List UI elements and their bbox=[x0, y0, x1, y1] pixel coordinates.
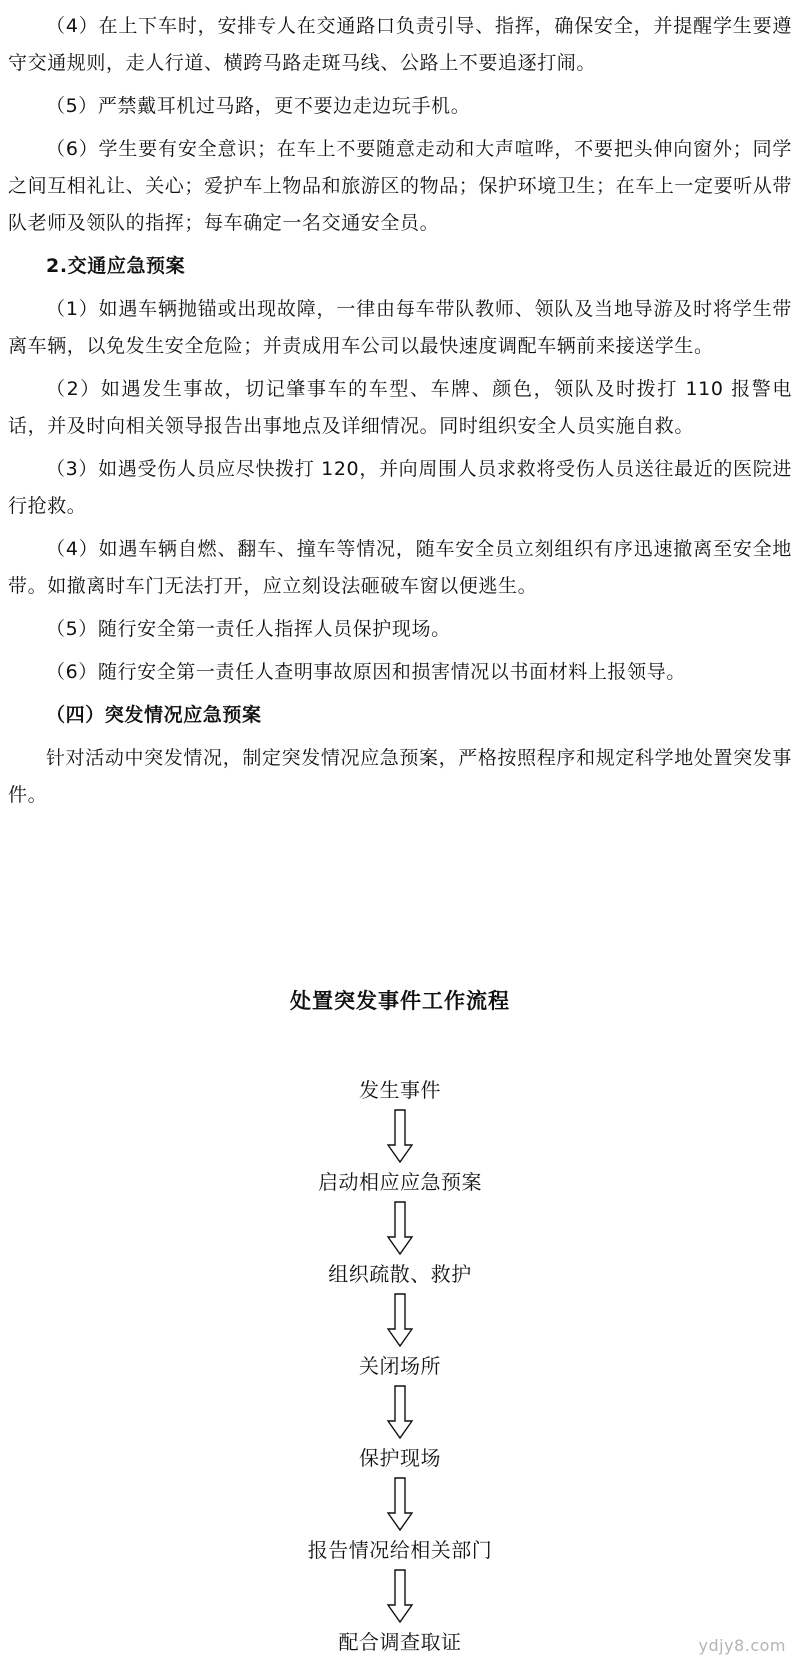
flow-step-activate-plan: 启动相应应急预案 bbox=[318, 1170, 482, 1194]
down-arrow-icon bbox=[387, 1477, 413, 1531]
body-text bbox=[8, 8, 792, 820]
flow-step-occur: 发生事件 bbox=[359, 1078, 441, 1102]
flowchart-title: 处置突发事件工作流程 bbox=[290, 989, 510, 1013]
paragraph-no-earphones: （5）严禁戴耳机过马路，更不要边走边玩手机。 bbox=[46, 95, 471, 117]
down-arrow-icon bbox=[387, 1293, 413, 1347]
flow-step-close-venue: 关闭场所 bbox=[359, 1354, 441, 1378]
paragraph-boarding-safety: （4）在上下车时，安排专人在交通路口负责引导、指挥，确保安全，并提醒学生要遵守交通规则，走人行道、横跨马路走斑马线、公路上不要追逐打闹。 bbox=[8, 15, 792, 74]
heading-emergency-plan: （四）突发情况应急预案 bbox=[46, 704, 262, 726]
flow-step-investigate: 配合调查取证 bbox=[338, 1630, 462, 1654]
flowchart bbox=[0, 1075, 800, 1657]
down-arrow-icon bbox=[387, 1385, 413, 1439]
flow-step-report: 报告情况给相关部门 bbox=[307, 1538, 493, 1562]
paragraph-emergency-intro: 针对活动中突发情况，制定突发情况应急预案，严格按照程序和规定科学地处置突发事件。 bbox=[8, 747, 792, 806]
traffic-item-1: （1）如遇车辆抛锚或出现故障，一律由每车带队教师、领队及当地导游及时将学生带离车辆，以免发生安全危险；并责成用车公司以最快速度调配车辆前来接送学生。 bbox=[8, 298, 792, 357]
flow-step-protect-scene: 保护现场 bbox=[359, 1446, 441, 1470]
traffic-item-5: （5）随行安全第一责任人指挥人员保护现场。 bbox=[46, 618, 451, 640]
watermark: ydjy8.com bbox=[698, 1636, 786, 1655]
traffic-item-2: （2）如遇发生事故，切记肇事车的车型、车牌、颜色，领队及时拨打 110 报警电话，并及时向相关领导报告出事地点及详细情况。同时组织安全人员实施自救。 bbox=[8, 378, 792, 437]
down-arrow-icon bbox=[387, 1109, 413, 1163]
down-arrow-icon bbox=[387, 1569, 413, 1623]
traffic-item-6: （6）随行安全第一责任人查明事故原因和损害情况以书面材料上报领导。 bbox=[46, 661, 686, 683]
heading-traffic-plan: 2.交通应急预案 bbox=[46, 255, 186, 277]
flow-step-evacuate-rescue: 组织疏散、救护 bbox=[328, 1262, 472, 1286]
paragraph-safety-awareness: （6）学生要有安全意识；在车上不要随意走动和大声喧哗，不要把头伸向窗外；同学之间互相礼让、关心；爱护车上物品和旅游区的物品；保护环境卫生；在车上一定要听从带队老师及领队的指挥；每车确定一名交通安全员。 bbox=[8, 138, 793, 234]
down-arrow-icon bbox=[387, 1201, 413, 1255]
traffic-item-4: （4）如遇车辆自燃、翻车、撞车等情况，随车安全员立刻组织有序迅速撤离至安全地带。如撤离时车门无法打开，应立刻设法砸破车窗以便逃生。 bbox=[8, 538, 792, 597]
traffic-item-3: （3）如遇受伤人员应尽快拨打 120，并向周围人员求救将受伤人员送往最近的医院进行抢救。 bbox=[8, 458, 792, 517]
